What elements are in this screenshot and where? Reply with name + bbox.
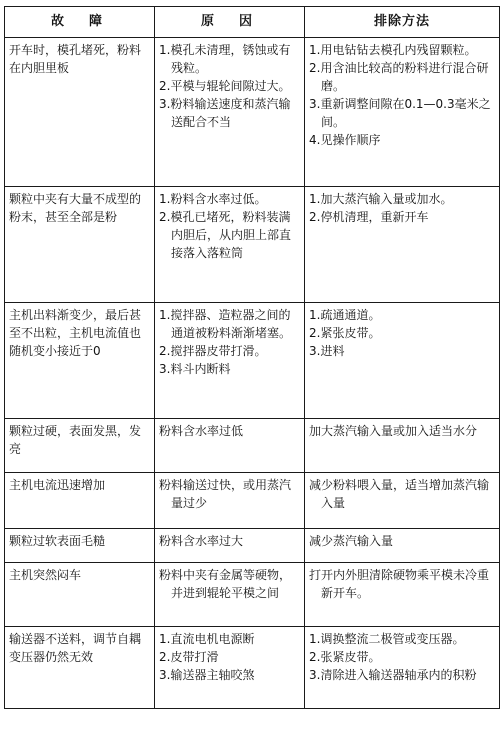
remedy-line: 2.停机清理，重新开车 bbox=[309, 210, 429, 224]
remedy-line: 1.用电钻钻去模孔内残留颗粒。 bbox=[309, 43, 477, 57]
fault-cell: 主机突然闷车 bbox=[5, 563, 155, 627]
fault-cell: 主机电流迅速增加 bbox=[5, 473, 155, 529]
cause-cell bbox=[155, 563, 305, 627]
cause-line: 3.料斗内断料 bbox=[159, 362, 231, 376]
remedy-line: 加大蒸汽输入量或加入适当水分 bbox=[309, 424, 478, 438]
header-fault: 故 障 bbox=[5, 7, 155, 38]
remedy-line: 减少粉料喂入量，适当增加蒸汽输入量 bbox=[309, 478, 490, 510]
remedy-cell bbox=[305, 627, 500, 709]
cause-line: 2.搅拌器皮带打滑。 bbox=[159, 344, 267, 358]
table-row bbox=[5, 419, 500, 473]
remedy-cell bbox=[305, 473, 500, 529]
remedy-line: 3.进料 bbox=[309, 344, 345, 358]
remedy-line: 打开内外胆清除硬物乘平模未冷重新开车。 bbox=[309, 568, 490, 600]
fault-cell: 颗粒中夹有大量不成型的粉末，甚至全部是粉 bbox=[5, 187, 155, 303]
cause-line: 粉料含水率过低 bbox=[159, 424, 244, 438]
table-row bbox=[5, 303, 500, 419]
fault-cell: 开车时，模孔堵死，粉料在内胆里板 bbox=[5, 38, 155, 187]
cause-line: 2.皮带打滑 bbox=[159, 650, 219, 664]
table-row bbox=[5, 38, 500, 187]
remedy-line: 1.疏通通道。 bbox=[309, 308, 381, 322]
remedy-line: 2.张紧皮带。 bbox=[309, 650, 381, 664]
remedy-line: 1.调换整流二极管或变压器。 bbox=[309, 632, 465, 646]
cause-line: 1.模孔未清理，锈蚀或有残粒。 bbox=[159, 43, 291, 75]
table-row bbox=[5, 529, 500, 563]
remedy-line: 2.用含油比较高的粉料进行混合研磨。 bbox=[309, 61, 489, 93]
remedy-cell bbox=[305, 38, 500, 187]
cause-cell bbox=[155, 38, 305, 187]
cause-line: 1.粉料含水率过低。 bbox=[159, 192, 267, 206]
remedy-line: 4.见操作顺序 bbox=[309, 133, 381, 147]
table-row bbox=[5, 473, 500, 529]
remedy-line: 3.重新调整间隙在0.1—0.3毫米之间。 bbox=[309, 97, 491, 129]
table-row bbox=[5, 563, 500, 627]
fault-cell: 主机出料渐变少，最后甚至不出粒，主机电流值也随机变小接近于0 bbox=[5, 303, 155, 419]
cause-cell bbox=[155, 473, 305, 529]
remedy-cell bbox=[305, 303, 500, 419]
cause-cell bbox=[155, 187, 305, 303]
cause-line: 1.搅拌器、造粒器之间的通道被粉料渐渐堵塞。 bbox=[159, 308, 292, 340]
table-row bbox=[5, 187, 500, 303]
cause-line: 粉料中夹有金属等硬物，并进到辊轮平模之间 bbox=[159, 568, 292, 600]
remedy-line: 2.紧张皮带。 bbox=[309, 326, 381, 340]
cause-line: 粉料输送过快，或用蒸汽量过少 bbox=[159, 478, 292, 510]
cause-cell bbox=[155, 529, 305, 563]
cause-line: 3.输送器主轴咬煞 bbox=[159, 668, 255, 682]
cause-line: 1.直流电机电源断 bbox=[159, 632, 255, 646]
cause-line: 3.粉料输送速度和蒸汽输送配合不当 bbox=[159, 97, 291, 129]
cause-cell bbox=[155, 303, 305, 419]
fault-cell: 颗粒过硬，表面发黑，发亮 bbox=[5, 419, 155, 473]
cause-line: 2.平模与辊轮间隙过大。 bbox=[159, 79, 291, 93]
cause-cell bbox=[155, 627, 305, 709]
remedy-cell bbox=[305, 529, 500, 563]
remedy-cell bbox=[305, 419, 500, 473]
header-remedy: 排除方法 bbox=[305, 7, 500, 38]
remedy-line: 1.加大蒸汽输入量或加水。 bbox=[309, 192, 453, 206]
remedy-line: 减少蒸汽输入量 bbox=[309, 534, 394, 548]
remedy-cell bbox=[305, 187, 500, 303]
cause-line: 2.模孔已堵死，粉料装满内胆后，从内胆上部直接落入落粒筒 bbox=[159, 210, 292, 260]
table-row bbox=[5, 627, 500, 709]
remedy-cell bbox=[305, 563, 500, 627]
fault-cell: 输送器不送料，调节自耦变压器仍然无效 bbox=[5, 627, 155, 709]
cause-line: 粉料含水率过大 bbox=[159, 534, 244, 548]
header-cause: 原 因 bbox=[155, 7, 305, 38]
cause-cell bbox=[155, 419, 305, 473]
table-header-row bbox=[5, 7, 500, 38]
remedy-line: 3.清除进入输送器轴承内的积粉 bbox=[309, 668, 477, 682]
fault-cell: 颗粒过软表面毛糙 bbox=[5, 529, 155, 563]
troubleshooting-table bbox=[4, 6, 500, 709]
